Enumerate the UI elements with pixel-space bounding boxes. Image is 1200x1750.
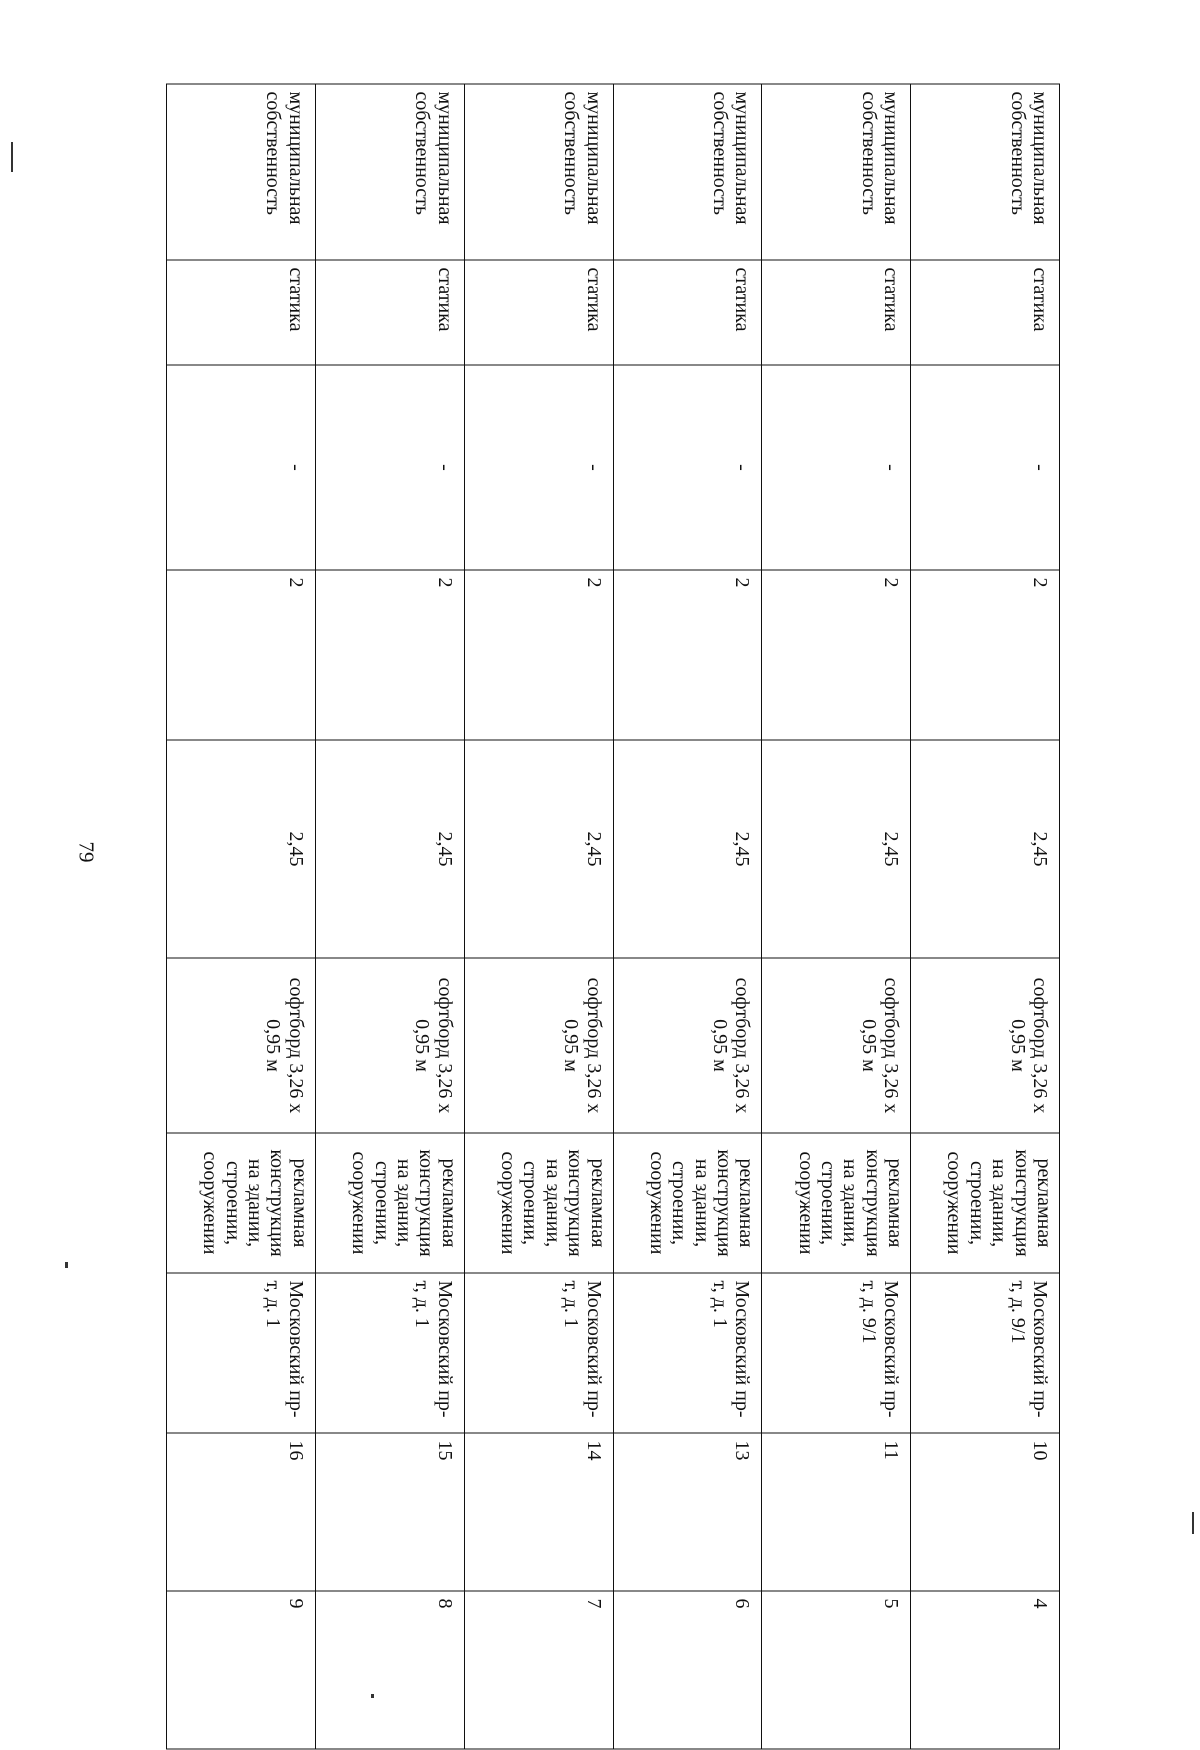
cell-area: 2,45: [911, 740, 1060, 958]
cell-id: 10: [911, 1433, 1060, 1591]
cell-ownership: муниципальная собственность: [613, 84, 762, 260]
cell-mode: статика: [315, 260, 464, 365]
cell-size: софтборд 3,26 х 0,95 м: [315, 958, 464, 1133]
cell-id: 14: [464, 1433, 613, 1591]
cell-mode: статика: [911, 260, 1060, 365]
cell-size: софтборд 3,26 х 0,95 м: [464, 958, 613, 1133]
table-row: [315, 84, 464, 1749]
cell-sides: 2: [315, 570, 464, 740]
cell-id: 15: [315, 1433, 464, 1591]
scan-mark: [11, 142, 13, 172]
table-row: [167, 84, 316, 1749]
scan-mark: [1192, 1512, 1194, 1534]
cell-type: рекламная конструкция на здании, строении, сооружении: [464, 1133, 613, 1273]
cell-row-number: 5: [762, 1591, 911, 1749]
cell-address: Московский пр-т, д. 9/1: [911, 1273, 1060, 1433]
cell-ownership: муниципальная собственность: [911, 84, 1060, 260]
cell-sides: 2: [613, 570, 762, 740]
cell-row-number: 7: [464, 1591, 613, 1749]
cell-type: рекламная конструкция на здании, строении, сооружении: [613, 1133, 762, 1273]
cell-area: 2,45: [613, 740, 762, 958]
cell-address: Московский пр-т, д. 9/1: [762, 1273, 911, 1433]
cell-lighting: -: [315, 365, 464, 570]
table-row: [613, 84, 762, 1749]
page-number: 79: [74, 841, 99, 863]
table-row: [762, 84, 911, 1749]
cell-area: 2,45: [464, 740, 613, 958]
cell-area: 2,45: [762, 740, 911, 958]
cell-sides: 2: [167, 570, 316, 740]
cell-mode: статика: [167, 260, 316, 365]
scan-mark: [65, 1262, 68, 1268]
cell-ownership: муниципальная собственность: [167, 84, 316, 260]
cell-type: рекламная конструкция на здании, строении, сооружении: [762, 1133, 911, 1273]
cell-lighting: -: [911, 365, 1060, 570]
rotated-registry-table: [166, 84, 1060, 1619]
cell-sides: 2: [464, 570, 613, 740]
cell-lighting: -: [464, 365, 613, 570]
cell-area: 2,45: [315, 740, 464, 958]
cell-id: 11: [762, 1433, 911, 1591]
cell-area: 2,45: [167, 740, 316, 958]
cell-lighting: -: [762, 365, 911, 570]
cell-type: рекламная конструкция на здании, строении, сооружении: [167, 1133, 316, 1273]
cell-address: Московский пр-т, д. 1: [613, 1273, 762, 1433]
cell-type: рекламная конструкция на здании, строении, сооружении: [911, 1133, 1060, 1273]
cell-lighting: -: [167, 365, 316, 570]
cell-sides: 2: [911, 570, 1060, 740]
cell-type: рекламная конструкция на здании, строении, сооружении: [315, 1133, 464, 1273]
cell-row-number: 4: [911, 1591, 1060, 1749]
cell-address: Московский пр-т, д. 1: [167, 1273, 316, 1433]
cell-address: Московский пр-т, д. 1: [464, 1273, 613, 1433]
table-row: [911, 84, 1060, 1749]
cell-row-number: 6: [613, 1591, 762, 1749]
table-row: [464, 84, 613, 1749]
cell-id: 16: [167, 1433, 316, 1591]
cell-ownership: муниципальная собственность: [315, 84, 464, 260]
cell-row-number: 8: [315, 1591, 464, 1749]
cell-address: Московский пр-т, д. 1: [315, 1273, 464, 1433]
advertising-structures-table: [166, 84, 1060, 1750]
cell-lighting: -: [613, 365, 762, 570]
cell-id: 13: [613, 1433, 762, 1591]
cell-sides: 2: [762, 570, 911, 740]
cell-size: софтборд 3,26 х 0,95 м: [613, 958, 762, 1133]
cell-mode: статика: [613, 260, 762, 365]
cell-size: софтборд 3,26 х 0,95 м: [167, 958, 316, 1133]
cell-size: софтборд 3,26 х 0,95 м: [911, 958, 1060, 1133]
cell-mode: статика: [762, 260, 911, 365]
cell-size: софтборд 3,26 х 0,95 м: [762, 958, 911, 1133]
cell-ownership: муниципальная собственность: [762, 84, 911, 260]
cell-ownership: муниципальная собственность: [464, 84, 613, 260]
cell-mode: статика: [464, 260, 613, 365]
cell-row-number: 9: [167, 1591, 316, 1749]
